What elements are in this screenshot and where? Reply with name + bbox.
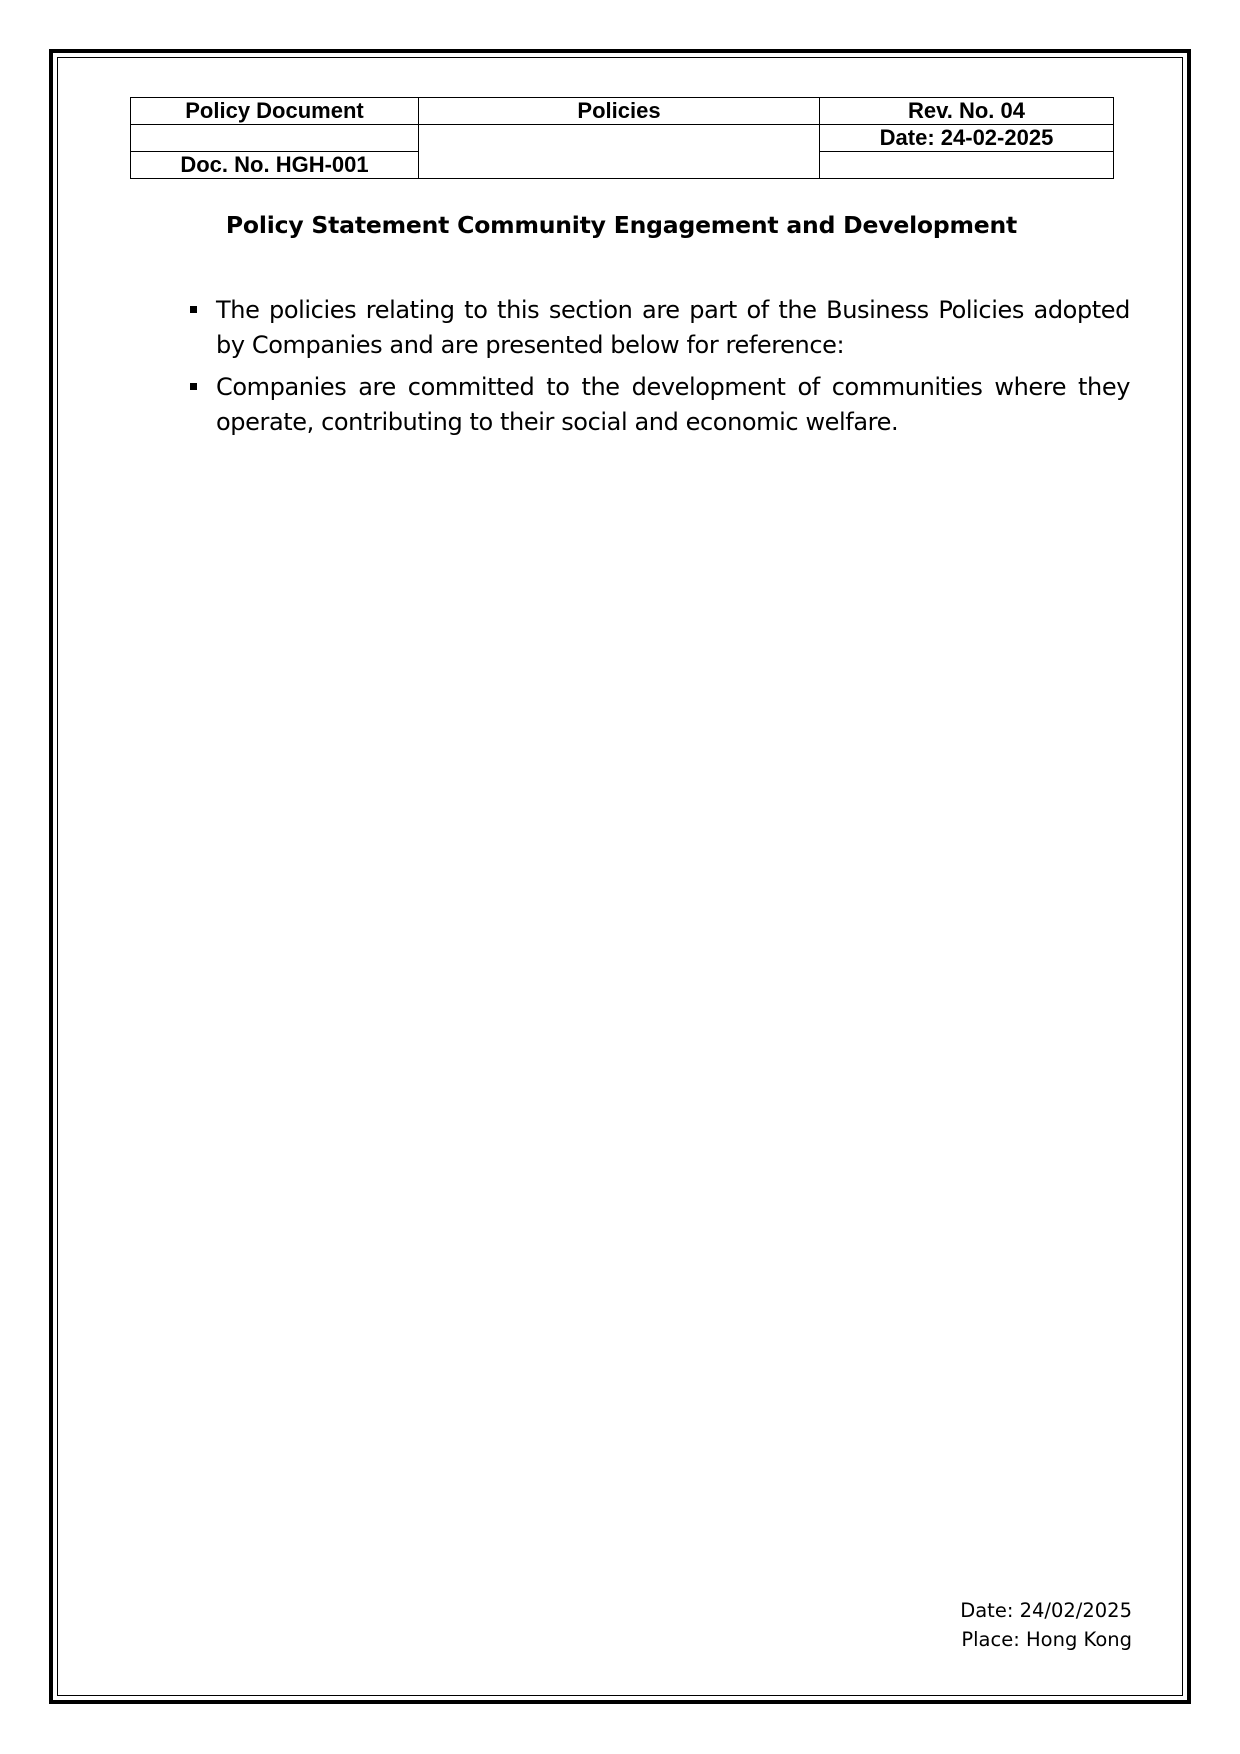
square-bullet-icon [190, 383, 197, 390]
footer-place: Place: Hong Kong [961, 1628, 1132, 1651]
policy-bullet-list [190, 293, 1130, 447]
list-item [190, 293, 1130, 363]
document-number: Doc. No. HGH-001 [131, 152, 419, 179]
document-date: Date: 24-02-2025 [820, 125, 1114, 152]
page-title: Policy Statement Community Engagement and Development [225, 211, 1018, 239]
header-empty-cell [131, 125, 419, 152]
footer-signature-block [960, 1596, 1132, 1654]
square-bullet-icon [190, 306, 197, 313]
header-merged-empty-cell [419, 125, 820, 179]
policies-label: Policies [419, 98, 820, 125]
list-item-text: The policies relating to this section are part of the Business Policies adopted by Companies and are presented below for reference: [216, 296, 1130, 359]
header-row [131, 98, 1114, 125]
document-header-table [130, 97, 1114, 179]
revision-number: Rev. No. 04 [820, 98, 1114, 125]
header-row [131, 125, 1114, 152]
footer-date: Date: 24/02/2025 [960, 1599, 1132, 1622]
list-item-text: Companies are committed to the development of communities where they operate, contributing to their social and economic welfare. [216, 373, 1130, 436]
list-item [190, 370, 1130, 440]
policy-document-label: Policy Document [131, 98, 419, 125]
header-empty-cell [820, 152, 1114, 179]
